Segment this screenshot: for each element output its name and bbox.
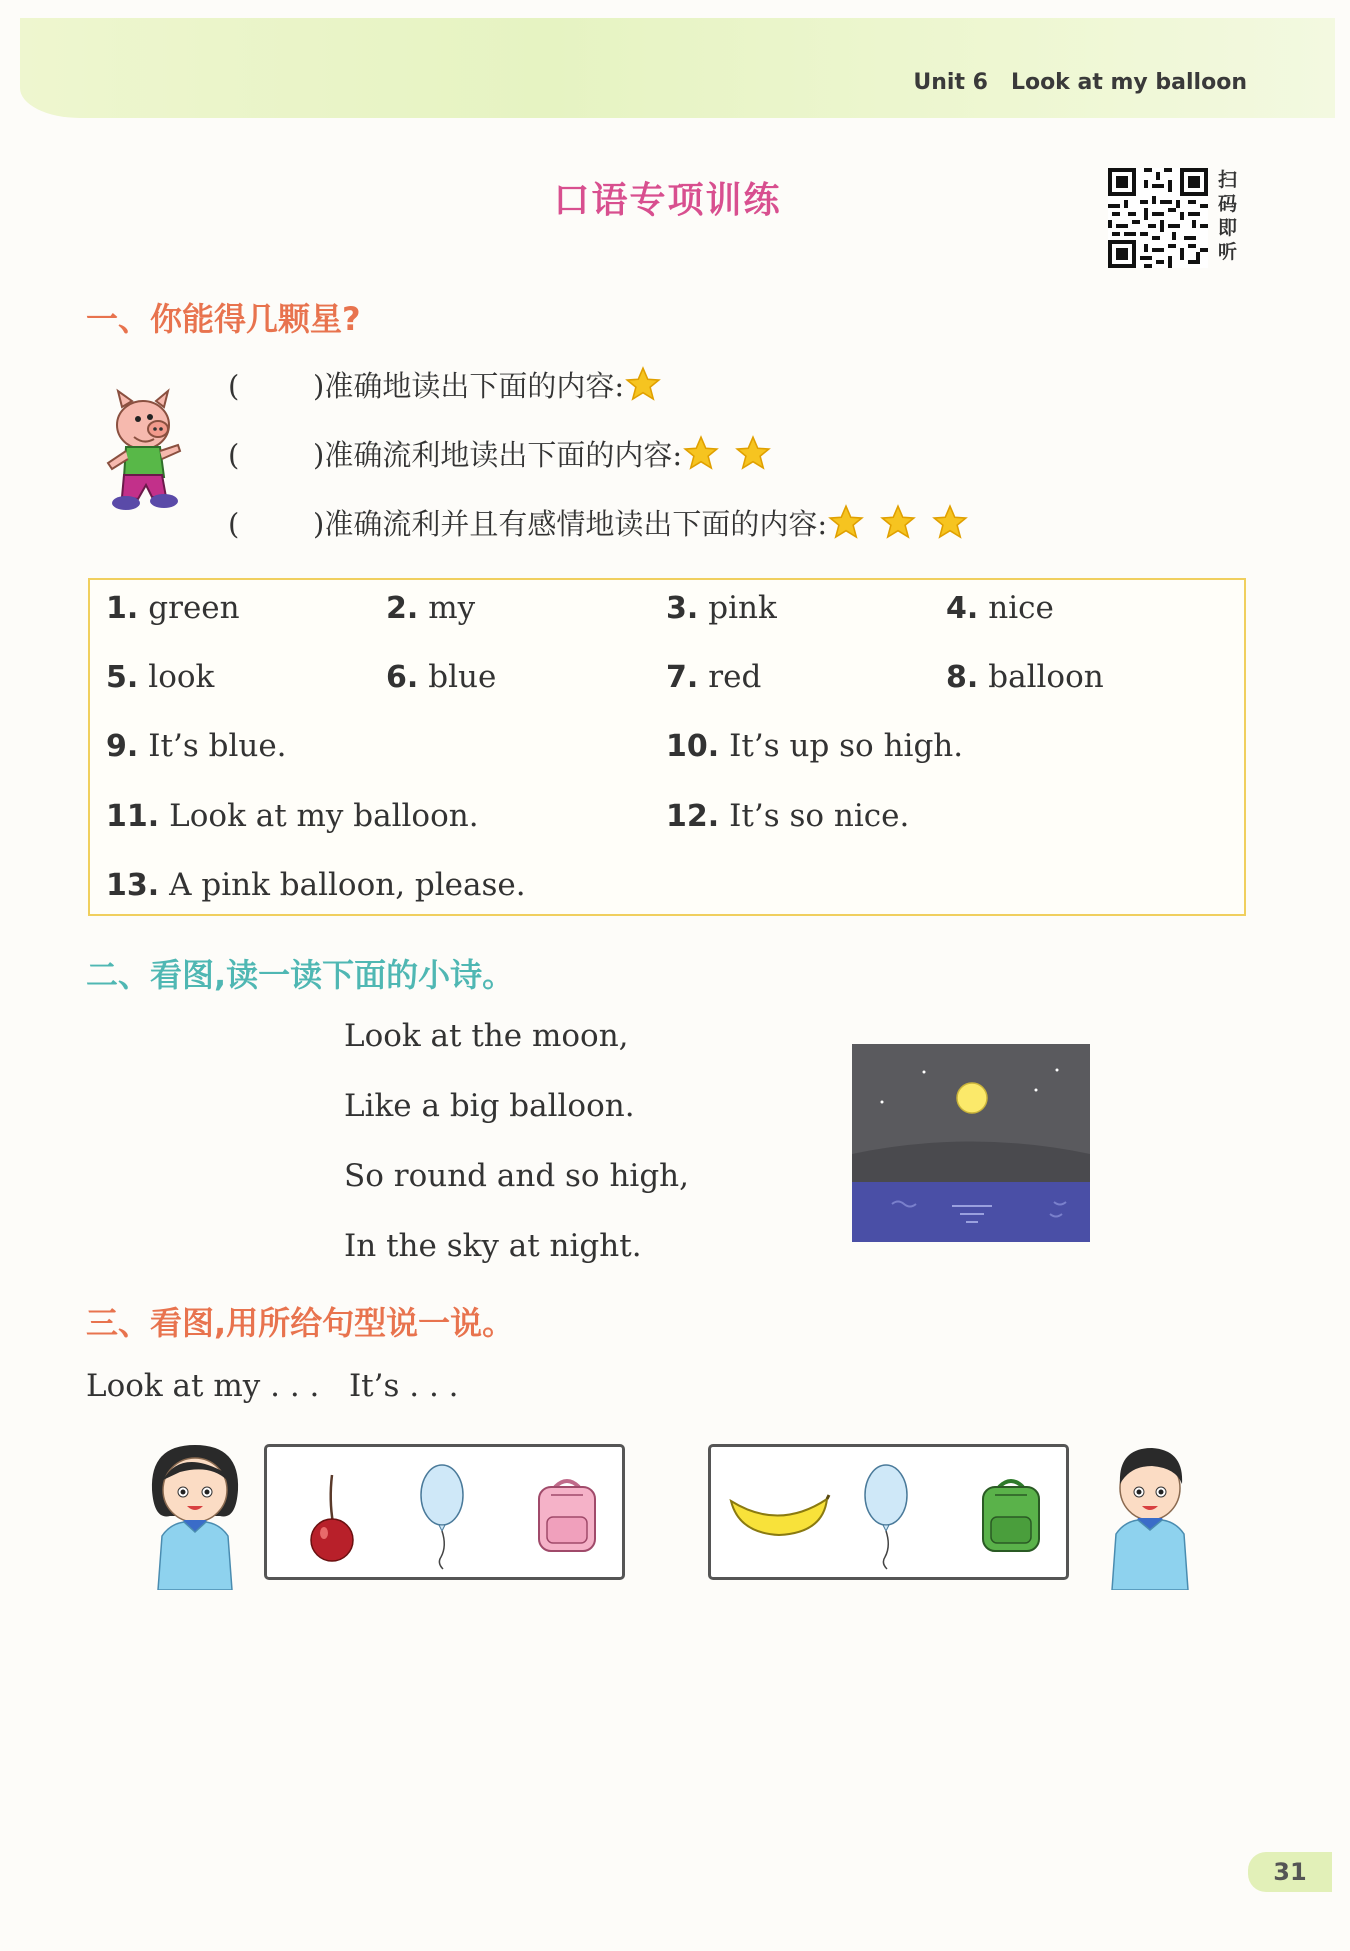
blank-bracket[interactable]: ( ) xyxy=(228,438,325,472)
pink-backpack-icon xyxy=(531,1477,603,1555)
word-box xyxy=(88,578,1246,916)
word-item: 4. nice xyxy=(946,590,1054,626)
page-title: 口语专项训练 xyxy=(553,180,782,221)
girl-illustration xyxy=(140,1440,250,1590)
word-item: 2. my xyxy=(386,590,476,626)
balloon-icon xyxy=(861,1461,911,1571)
qr-code-icon[interactable] xyxy=(1108,168,1208,268)
word-item: 3. pink xyxy=(666,590,777,626)
section1-heading: 一、你能得几颗星? xyxy=(86,300,361,338)
sentence-item: 9. It’s blue. xyxy=(106,728,287,764)
picture-box-boy xyxy=(708,1444,1069,1580)
poem-line: So round and so high, xyxy=(344,1158,689,1194)
unit-title: Look at my balloon xyxy=(1010,70,1247,95)
word-item: 1. green xyxy=(106,590,240,626)
star-icon xyxy=(879,503,917,541)
boy-illustration xyxy=(1100,1440,1200,1590)
word-item: 5. look xyxy=(106,659,215,695)
star-icon xyxy=(734,434,772,472)
poem-line: In the sky at night. xyxy=(344,1228,642,1264)
banana-icon xyxy=(727,1491,831,1541)
sentence-item: 10. It’s up so high. xyxy=(666,728,964,764)
unit-header xyxy=(913,70,1247,95)
word-item: 8. balloon xyxy=(946,659,1104,695)
balloon-icon xyxy=(417,1461,467,1571)
unit-label: Unit 6 xyxy=(913,70,988,95)
blank-bracket[interactable]: ( ) xyxy=(228,507,325,541)
check-line-2 xyxy=(228,433,786,474)
star-icon xyxy=(827,503,865,541)
check-line-1 xyxy=(228,364,676,405)
sentence-item: 12. It’s so nice. xyxy=(666,798,910,834)
moon-night-illustration xyxy=(852,1044,1090,1242)
star-icon xyxy=(931,503,969,541)
blank-bracket[interactable]: ( ) xyxy=(228,369,325,403)
cherry-icon xyxy=(307,1465,357,1565)
check-text: 准确地读出下面的内容: xyxy=(324,369,625,403)
qr-label: 扫码即听 xyxy=(1218,169,1238,263)
section2-heading: 二、看图,读一读下面的小诗。 xyxy=(86,956,515,994)
check-line-3 xyxy=(228,502,983,543)
star-rating-1 xyxy=(624,369,676,403)
header-band xyxy=(20,18,1335,118)
word-item: 7. red xyxy=(666,659,762,695)
poem-line: Like a big balloon. xyxy=(344,1088,635,1124)
page-number: 31 xyxy=(1248,1852,1332,1892)
star-icon xyxy=(624,365,662,403)
poem-line: Look at the moon, xyxy=(344,1018,629,1054)
picture-box-girl xyxy=(264,1444,625,1580)
check-text: 准确流利地读出下面的内容: xyxy=(324,438,683,472)
check-text: 准确流利并且有感情地读出下面的内容: xyxy=(324,507,828,541)
sentence-item: 13. A pink balloon, please. xyxy=(106,867,526,903)
green-backpack-icon xyxy=(975,1477,1047,1555)
star-rating-2 xyxy=(682,438,786,472)
sentence-item: 11. Look at my balloon. xyxy=(106,798,479,834)
star-icon xyxy=(682,434,720,472)
section3-heading: 三、看图,用所给句型说一说。 xyxy=(86,1304,515,1342)
word-item: 6. blue xyxy=(386,659,497,695)
star-rating-3 xyxy=(827,507,983,541)
pig-mascot-illustration xyxy=(98,385,188,515)
sentence-pattern: Look at my . . . It’s . . . xyxy=(86,1368,459,1404)
